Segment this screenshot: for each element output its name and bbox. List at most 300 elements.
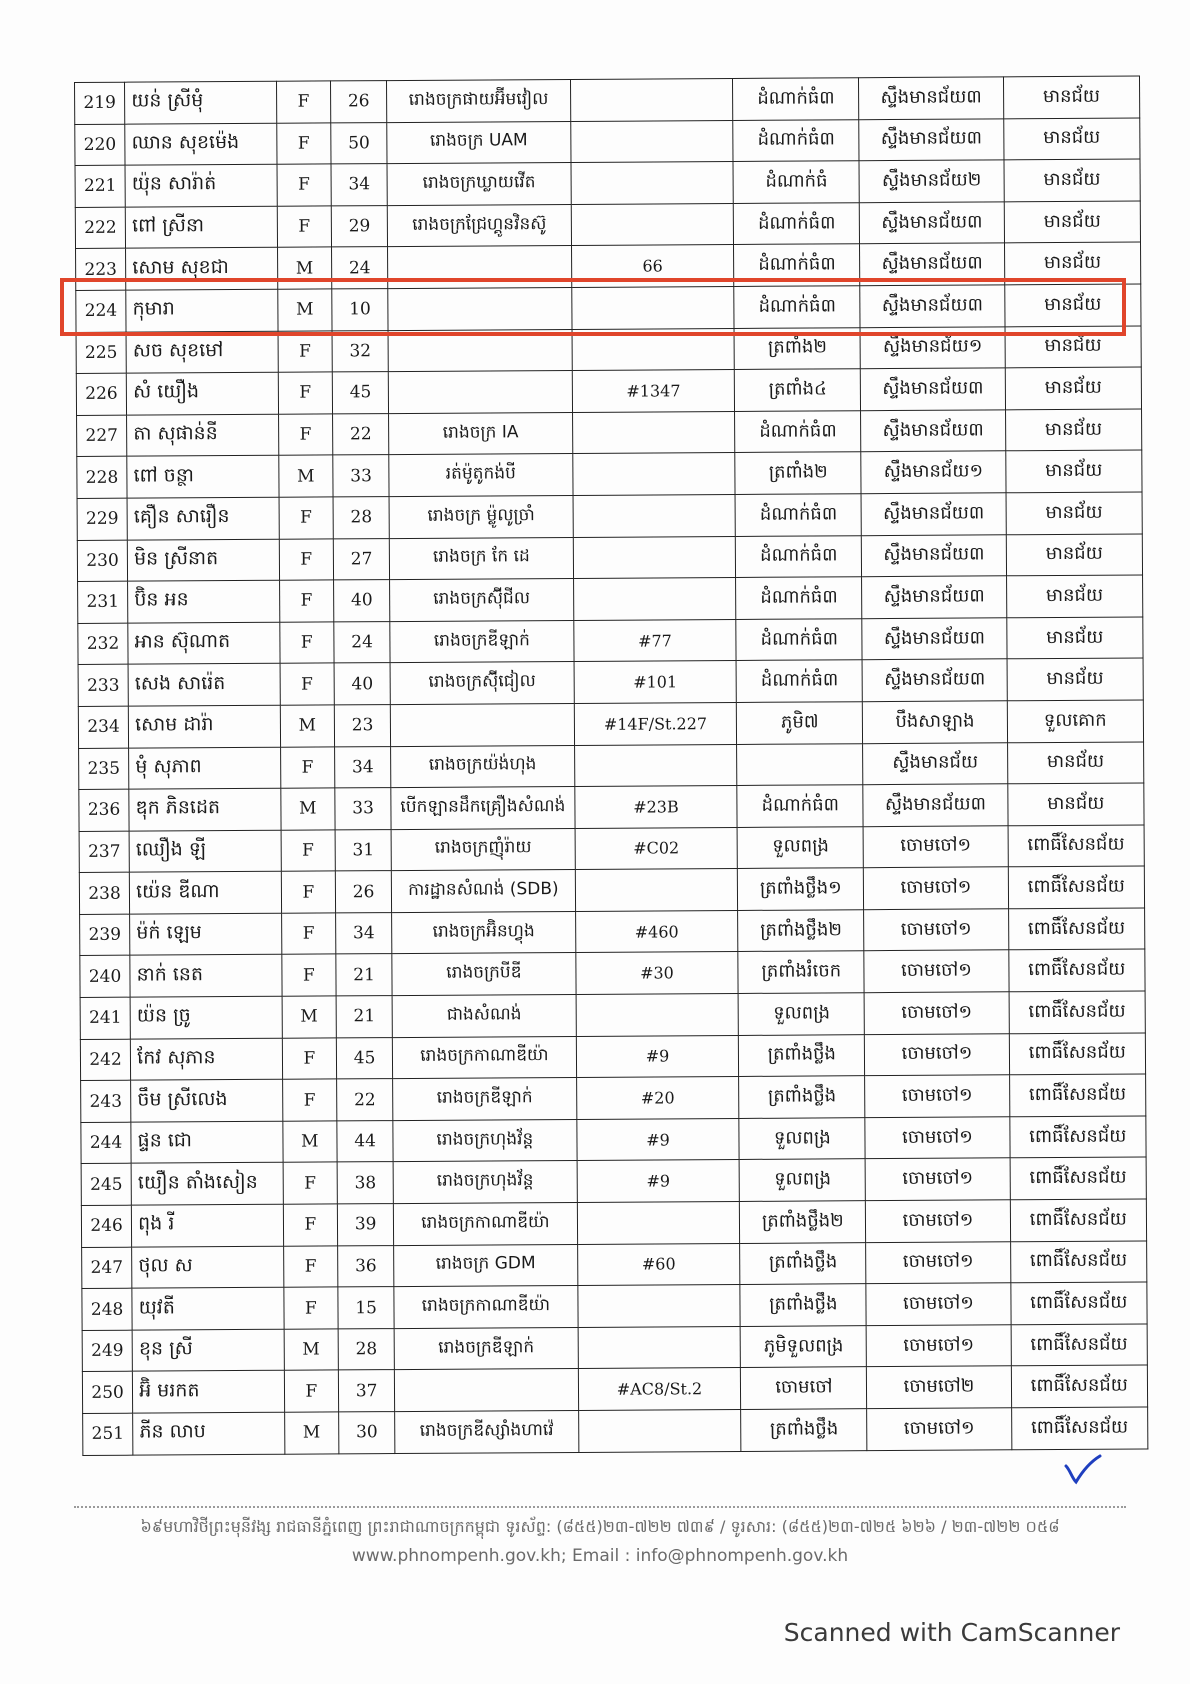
scanner-watermark: Scanned with CamScanner	[783, 1618, 1120, 1647]
cell-age: 34	[331, 164, 388, 206]
cell-sex: F	[278, 372, 333, 414]
cell-village: ដំណាក់ធំ៣	[733, 119, 859, 161]
cell-age: 45	[332, 372, 389, 414]
table-row	[79, 825, 1144, 873]
cell-commune: ស្ទឹងមានជ័យ	[863, 742, 1008, 784]
cell-person-name: នាក់ នេត	[130, 955, 282, 998]
cell-house-number: #C02	[575, 827, 738, 870]
cell-sex: F	[277, 164, 332, 206]
cell-workplace: រោងចក្រ ម៉្លូលូច្រាំ	[389, 495, 573, 538]
cell-house-number	[577, 1285, 740, 1328]
cell-row-number: 241	[80, 997, 130, 1039]
cell-house-number	[572, 453, 735, 496]
cell-village: ដំណាក់ធំ៣	[736, 618, 862, 660]
cell-district: ពោធិ៍សែនជ័យ	[1009, 991, 1146, 1033]
cell-row-number: 251	[83, 1413, 133, 1455]
cell-age: 30	[339, 1412, 396, 1454]
cell-commune: ស្ទឹងមានជ័យ១	[861, 451, 1006, 493]
cell-row-number: 249	[82, 1330, 132, 1372]
cell-age: 44	[337, 1120, 394, 1162]
cell-row-number: 230	[77, 540, 127, 582]
cell-sex: F	[279, 497, 334, 539]
cell-row-number: 245	[81, 1164, 131, 1206]
cell-house-number: #14F/St.227	[574, 702, 737, 745]
cell-workplace: រោងចក្រកាណាឌីយ៉ា	[393, 1036, 577, 1079]
cell-sex: M	[284, 1329, 339, 1371]
cell-age: 33	[335, 788, 392, 830]
cell-workplace: រោងចក្រកាណាឌីយ៉ា	[394, 1286, 578, 1329]
cell-village: ទួលពង្រ	[740, 1159, 866, 1201]
cell-sex: F	[278, 414, 333, 456]
cell-house-number: 66	[571, 245, 734, 288]
cell-age: 22	[337, 1079, 394, 1121]
cell-village: ត្រពាំងរំចេក	[738, 951, 864, 993]
cell-age: 50	[331, 122, 388, 164]
cell-person-name: យ៉ុន សារ៉ាត់	[125, 164, 277, 207]
checkmark-icon	[1062, 1452, 1102, 1486]
cell-district: មានជ័យ	[1007, 658, 1144, 700]
cell-row-number: 243	[81, 1080, 131, 1122]
cell-commune: ចោមចៅ១	[864, 867, 1009, 909]
cell-age: 38	[337, 1162, 394, 1204]
table-row	[80, 991, 1145, 1039]
cell-commune: ស្ទឹងមានជ័យ៣	[862, 618, 1007, 660]
cell-workplace	[391, 703, 575, 746]
cell-sex: F	[282, 1038, 337, 1080]
cell-person-name: យន់ ស្រីមុំ	[125, 81, 277, 124]
cell-district: ពោធិ៍សែនជ័យ	[1010, 1157, 1147, 1199]
cell-village: ដំណាក់ធំ៣	[735, 410, 861, 452]
cell-sex: F	[281, 871, 336, 913]
cell-age: 28	[333, 497, 390, 539]
cell-row-number: 220	[75, 124, 125, 166]
footer-web-email: www.phnompenh.gov.kh; Email : info@phnompenh.gov.kh	[351, 1546, 849, 1566]
table-row	[82, 1241, 1147, 1289]
cell-age: 10	[332, 289, 389, 331]
table-row	[78, 575, 1143, 623]
cell-row-number: 232	[78, 623, 128, 665]
cell-row-number: 231	[78, 581, 128, 623]
cell-person-name: ពុង រី	[132, 1204, 284, 1247]
cell-village: ដំណាក់ធំ៣	[733, 78, 859, 120]
cell-commune: បឹងសាឡាង	[863, 701, 1008, 743]
cell-person-name: យ៉ន ច្រូ	[130, 996, 282, 1039]
table-row	[75, 118, 1140, 166]
cell-row-number: 219	[75, 82, 125, 124]
cell-village: ដំណាក់ធំ៣	[734, 202, 860, 244]
cell-village: ត្រពាំងថ្លឹង	[739, 1076, 865, 1118]
cell-house-number	[574, 744, 737, 787]
cell-sex: F	[279, 580, 334, 622]
table-row	[77, 450, 1142, 498]
cell-commune: ចោមចៅ១	[865, 1075, 1010, 1117]
cell-age: 33	[333, 455, 390, 497]
cell-row-number: 221	[75, 165, 125, 207]
table-row	[80, 908, 1145, 956]
cell-workplace: រោងចក្រជ្រែហ្គូនវិនស៊ូ	[388, 204, 572, 247]
cell-commune: ស្ទឹងមានជ័យ៣	[861, 368, 1006, 410]
cell-person-name: មុំ សុភាព	[129, 747, 281, 790]
cell-house-number	[571, 203, 734, 246]
cell-row-number: 225	[76, 332, 126, 374]
cell-district: មានជ័យ	[1006, 492, 1143, 534]
table-row	[75, 201, 1140, 249]
table-row	[80, 949, 1145, 997]
table-row	[79, 866, 1144, 914]
cell-sex: M	[277, 247, 332, 289]
cell-house-number: #20	[576, 1077, 739, 1120]
cell-district: មានជ័យ	[1006, 575, 1143, 617]
cell-village: ដំណាក់ធំ៣	[736, 577, 862, 619]
cell-sex: F	[277, 206, 332, 248]
cell-workplace: រោងចក្រយ៉ង់ហុង	[391, 745, 575, 788]
cell-commune: ស្ទឹងមានជ័យ៣	[862, 659, 1007, 701]
table-row	[83, 1407, 1148, 1455]
cell-age: 15	[338, 1287, 395, 1329]
cell-district: មានជ័យ	[1007, 741, 1144, 783]
cell-district: មានជ័យ	[1004, 242, 1141, 284]
cell-row-number: 248	[82, 1288, 132, 1330]
cell-house-number	[571, 162, 734, 205]
cell-district: មានជ័យ	[1003, 118, 1140, 160]
cell-village: ទួលពង្រ	[739, 1118, 865, 1160]
cell-commune: ចោមចៅ១	[866, 1325, 1011, 1367]
highlight-row-224-box	[60, 278, 1126, 336]
cell-age: 27	[333, 538, 390, 580]
table-row	[81, 1074, 1146, 1122]
cell-commune: ស្ទឹងមានជ័យ៣	[860, 243, 1005, 285]
cell-row-number: 234	[78, 706, 128, 748]
cell-sex: F	[281, 913, 336, 955]
footer-divider	[74, 1506, 1126, 1508]
cell-commune: ចោមចៅ១	[864, 909, 1009, 951]
cell-commune: ស្ទឹងមានជ័យ៣	[859, 118, 1004, 160]
cell-workplace: រោងចក្រឌីឡាក់	[390, 620, 574, 663]
cell-district: ពោធិ៍សែនជ័យ	[1011, 1365, 1148, 1407]
table-row	[77, 492, 1142, 540]
cell-age: 21	[336, 954, 393, 996]
cell-workplace: រោងចក្រស៊ុីជីល	[390, 579, 574, 622]
cell-district: មានជ័យ	[1006, 450, 1143, 492]
cell-workplace: រោងចក្រ IA	[389, 412, 573, 455]
cell-workplace: រោងចក្រកាណាឌីយ៉ា	[394, 1202, 578, 1245]
cell-district: ពោធិ៍សែនជ័យ	[1009, 949, 1146, 991]
cell-row-number: 223	[76, 249, 126, 291]
cell-age: 31	[335, 829, 392, 871]
cell-age: 26	[335, 871, 392, 913]
cell-sex: F	[282, 1079, 337, 1121]
cell-sex: F	[283, 1246, 338, 1288]
cell-age: 29	[331, 205, 388, 247]
cell-house-number: #AC8/St.2	[578, 1368, 741, 1411]
cell-sex: M	[283, 1121, 338, 1163]
cell-age: 32	[332, 330, 389, 372]
cell-commune: ចោមចៅ១	[867, 1408, 1012, 1450]
cell-age: 34	[336, 912, 393, 954]
cell-person-name: សោម សុខជា	[126, 248, 278, 291]
table-row	[81, 1157, 1146, 1205]
cell-age: 45	[336, 1037, 393, 1079]
cell-sex: F	[280, 663, 335, 705]
cell-person-name: កុមារា	[126, 289, 278, 332]
cell-age: 22	[333, 413, 390, 455]
table-row	[75, 76, 1140, 124]
cell-age: 37	[338, 1370, 395, 1412]
cell-row-number: 224	[76, 290, 126, 332]
cell-village: ដំណាក់ធំ	[733, 161, 859, 203]
cell-age: 23	[334, 704, 391, 746]
cell-person-name: ពៅ ស្រីនា	[125, 206, 277, 249]
cell-sex: F	[283, 1204, 338, 1246]
cell-house-number	[573, 536, 736, 579]
cell-workplace: រោងចក្រឌីឡាក់	[393, 1078, 577, 1121]
cell-district: មានជ័យ	[1003, 76, 1140, 118]
cell-district: ពោធិ៍សែនជ័យ	[1008, 866, 1145, 908]
cell-village: ទួលពង្រ	[738, 993, 864, 1035]
cell-person-name: កែវ សុភាន	[131, 1038, 283, 1081]
cell-district: ពោធិ៍សែនជ័យ	[1010, 1116, 1147, 1158]
cell-person-name: សច សុខមៅ	[126, 331, 278, 374]
cell-commune: ចោមចៅ១	[865, 1117, 1010, 1159]
table-row	[78, 617, 1143, 665]
cell-workplace: រោងចក្រ UAM	[387, 121, 571, 164]
table-row	[78, 700, 1143, 748]
cell-sex: F	[280, 622, 335, 664]
table-row	[82, 1324, 1147, 1372]
footer-address: ៦៩មហាវិថីព្រះមុនីវង្ស រាជធានីភ្នំពេញ ព្រះរាជាណាចក្រកម្ពុជា ទូរស័ព្ទ: (៨៥៥)២៣-៧២២ ៧៣៩ / ទូរសារ: (៨៥៥)២៣-៧២៥ ៦២៦ / ២៣-៧២២ ០៥៨	[140, 1517, 1060, 1536]
cell-workplace: រត់ម៉ូតូកង់បី	[389, 454, 573, 497]
cell-district: មានជ័យ	[1006, 534, 1143, 576]
cell-person-name: ឈាន សុខម៉េង	[125, 123, 277, 166]
cell-commune: ចោមចៅ១	[866, 1241, 1011, 1283]
cell-house-number	[573, 494, 736, 537]
cell-person-name: ចឹម ស្រីលេង	[131, 1079, 283, 1122]
cell-row-number: 222	[75, 207, 125, 249]
cell-workplace: រោងចក្រ កែ ដេ	[390, 537, 574, 580]
cell-sex: F	[284, 1287, 339, 1329]
cell-person-name: ភីន លាប	[133, 1412, 285, 1455]
cell-row-number: 237	[79, 831, 129, 873]
cell-district: មានជ័យ	[1007, 617, 1144, 659]
cell-village: ដំណាក់ធំ៣	[734, 244, 860, 286]
cell-row-number: 226	[76, 373, 126, 415]
cell-district: មានជ័យ	[1005, 409, 1142, 451]
cell-house-number: #60	[577, 1243, 740, 1286]
cell-sex: M	[281, 788, 336, 830]
cell-district: ពោធិ៍សែនជ័យ	[1009, 1033, 1146, 1075]
cell-person-name: យុវតី	[132, 1287, 284, 1330]
cell-age: 39	[337, 1204, 394, 1246]
cell-house-number	[576, 994, 739, 1037]
cell-district: ពោធិ៍សែនជ័យ	[1010, 1241, 1147, 1283]
cell-age: 34	[335, 746, 392, 788]
cell-commune: ចោមចៅ១	[863, 825, 1008, 867]
cell-sex: M	[280, 705, 335, 747]
cell-district: ពោធិ៍សែនជ័យ	[1008, 825, 1145, 867]
table-row	[81, 1116, 1146, 1164]
cell-district: មានជ័យ	[1004, 284, 1141, 326]
cell-village: ត្រពាំងថ្លឹង១	[738, 868, 864, 910]
cell-person-name: ឈឿង ឡី	[129, 830, 281, 873]
cell-village: ត្រពាំងថ្លឹង	[740, 1242, 866, 1284]
cell-person-name: គឿន សារឿន	[127, 497, 279, 540]
table-row	[79, 741, 1144, 789]
cell-commune: ចោមចៅ១	[864, 992, 1009, 1034]
cell-sex: M	[284, 1412, 339, 1454]
cell-village: ដំណាក់ធំ៣	[737, 785, 863, 827]
cell-row-number: 228	[77, 457, 127, 499]
cell-house-number	[577, 1201, 740, 1244]
cell-house-number: #77	[573, 619, 736, 662]
cell-district: ពោធិ៍សែនជ័យ	[1011, 1407, 1148, 1449]
table-row	[78, 658, 1143, 706]
cell-commune: ស្ទឹងមានជ័យ៣	[860, 285, 1005, 327]
cell-commune: ស្ទឹងមានជ័យ៣	[860, 202, 1005, 244]
table-row	[77, 534, 1142, 582]
cell-commune: ស្ទឹងមានជ័យ៣	[862, 534, 1007, 576]
cell-house-number	[578, 1326, 741, 1369]
cell-house-number: #30	[575, 952, 738, 995]
table-row	[76, 367, 1141, 415]
cell-workplace: រោងចក្រស៊ុីជៀល	[390, 662, 574, 705]
cell-district: ពោធិ៍សែនជ័យ	[1008, 908, 1145, 950]
cell-row-number: 238	[79, 872, 129, 914]
cell-district: ពោធិ៍សែនជ័យ	[1011, 1282, 1148, 1324]
cell-village: ដំណាក់ធំ៣	[735, 494, 861, 536]
cell-row-number: 235	[79, 748, 129, 790]
cell-village: ដំណាក់ធំ៣	[736, 660, 862, 702]
table-row	[82, 1282, 1147, 1330]
cell-age: 40	[334, 580, 391, 622]
cell-row-number: 236	[79, 789, 129, 831]
cell-workplace: រោងចក្រអ៊ិនហ្វុង	[392, 911, 576, 954]
cell-person-name: តា សុផាន់នី	[127, 414, 279, 457]
table-row	[79, 783, 1144, 831]
cell-district: ពោធិ៍សែនជ័យ	[1009, 1074, 1146, 1116]
cell-district: មានជ័យ	[1004, 159, 1141, 201]
cell-workplace: ការដ្ឋានសំណង់ (SDB)	[392, 870, 576, 913]
cell-age: 36	[338, 1245, 395, 1287]
cell-village: ត្រពាំង២	[734, 327, 860, 369]
cell-commune: ចោមចៅ១	[865, 1033, 1010, 1075]
cell-workplace: រោងចក្រហុងវ័ន្ត	[393, 1119, 577, 1162]
cell-workplace: រោងចក្រ GDM	[394, 1244, 578, 1287]
cell-village: ត្រពាំងថ្លឹង	[739, 1034, 865, 1076]
cell-district: ទួលគោក	[1007, 700, 1144, 742]
cell-workplace	[389, 371, 573, 414]
cell-village	[737, 743, 863, 785]
cell-row-number: 239	[80, 914, 130, 956]
cell-commune: ស្ទឹងមានជ័យ៣	[863, 784, 1008, 826]
cell-house-number: #101	[574, 661, 737, 704]
cell-house-number	[575, 869, 738, 912]
cell-village: ដំណាក់ធំ៣	[734, 286, 860, 328]
cell-age: 40	[334, 663, 391, 705]
cell-commune: ស្ទឹងមានជ័យ៣	[859, 77, 1004, 119]
cell-sex: F	[282, 954, 337, 996]
cell-workplace: រោងចក្រឌីឡាក់	[394, 1327, 578, 1370]
cell-house-number	[572, 411, 735, 454]
cell-person-name: ម៉ក់ ឡេម	[130, 913, 282, 956]
cell-person-name: ថុល ស	[132, 1246, 284, 1289]
cell-village: ត្រពាំងថ្លឹង២	[740, 1201, 866, 1243]
cell-commune: ស្ទឹងមានជ័យ៣	[862, 576, 1007, 618]
cell-commune: ចោមចៅ១	[864, 950, 1009, 992]
cell-commune: ចោមចៅ១	[866, 1200, 1011, 1242]
cell-district: មានជ័យ	[1005, 326, 1142, 368]
table-row	[82, 1365, 1147, 1413]
cell-person-name: សោម ដារ៉ា	[128, 705, 280, 748]
cell-workplace: រោងចក្រឌីស្សាំងហាវ៉េ	[395, 1410, 579, 1453]
cell-person-name: ឌុក ភិនដេត	[129, 788, 281, 831]
cell-row-number: 250	[82, 1372, 132, 1414]
cell-house-number: #9	[576, 1035, 739, 1078]
cell-person-name: អ៊ិ មរកត	[133, 1371, 285, 1414]
cell-workplace: រោងចក្រឃ្លាយវើត	[387, 163, 571, 206]
cell-person-name: មិន ស្រីនាត	[127, 539, 279, 582]
cell-house-number: #9	[576, 1118, 739, 1161]
cell-person-name: ពៅ ចន្ថា	[127, 456, 279, 499]
table-row	[77, 409, 1142, 457]
cell-person-name: ប៊ិន អន	[128, 580, 280, 623]
cell-district: មានជ័យ	[1008, 783, 1145, 825]
cell-house-number: #460	[575, 910, 738, 953]
cell-house-number: #1347	[572, 370, 735, 413]
cell-village: ត្រពាំងថ្លឹង២	[738, 910, 864, 952]
table-row	[81, 1199, 1146, 1247]
cell-age: 28	[338, 1328, 395, 1370]
cell-village: ត្រពាំង៤	[735, 369, 861, 411]
cell-person-name: យ៉េន ឌីណា	[130, 872, 282, 915]
cell-person-name: សំ យឿង	[126, 372, 278, 415]
cell-age: 21	[336, 996, 393, 1038]
cell-age: 24	[334, 621, 391, 663]
table-row	[80, 1033, 1145, 1081]
cell-sex: F	[278, 330, 333, 372]
cell-workplace: រោងចក្រហុងវ័ន្ត	[393, 1161, 577, 1204]
table-row	[75, 159, 1140, 207]
cell-row-number: 233	[78, 664, 128, 706]
cell-workplace: រោងចក្រញុំរ៉ាយ	[391, 828, 575, 871]
cell-sex: F	[276, 123, 331, 165]
cell-commune: ចោមចៅ២	[867, 1366, 1012, 1408]
cell-sex: M	[279, 455, 334, 497]
cell-row-number: 240	[80, 956, 130, 998]
cell-row-number: 246	[81, 1205, 131, 1247]
cell-district: មានជ័យ	[1004, 201, 1141, 243]
cell-house-number	[570, 78, 733, 121]
cell-workplace: រោងចក្រផាយអ៊ីមវៀល	[387, 79, 571, 122]
cell-sex: F	[281, 830, 336, 872]
cell-sex: F	[284, 1370, 339, 1412]
cell-district: ពោធិ៍សែនជ័យ	[1011, 1324, 1148, 1366]
cell-sex: F	[280, 746, 335, 788]
cell-row-number: 227	[77, 415, 127, 457]
cell-workplace: បើកឡានដឹកគ្រឿងសំណង់	[391, 787, 575, 830]
cell-row-number: 247	[82, 1247, 132, 1289]
cell-village: ភូមិទួលពង្រ	[741, 1325, 867, 1367]
cell-village: ត្រពាំងថ្លឹង	[741, 1409, 867, 1451]
cell-commune: ស្ទឹងមានជ័យ៣	[861, 493, 1006, 535]
cell-person-name: សេង សារ៉េត	[128, 664, 280, 707]
cell-person-name: ខុន ស្រី	[132, 1329, 284, 1372]
cell-commune: ស្ទឹងមានជ័យ៣	[861, 410, 1006, 452]
cell-workplace: រោងចក្របីឌី	[392, 953, 576, 996]
cell-commune: ស្ទឹងមានជ័យ១	[860, 326, 1005, 368]
cell-village: ត្រពាំង២	[735, 452, 861, 494]
cell-sex: F	[276, 81, 331, 123]
cell-house-number: #23B	[574, 786, 737, 829]
